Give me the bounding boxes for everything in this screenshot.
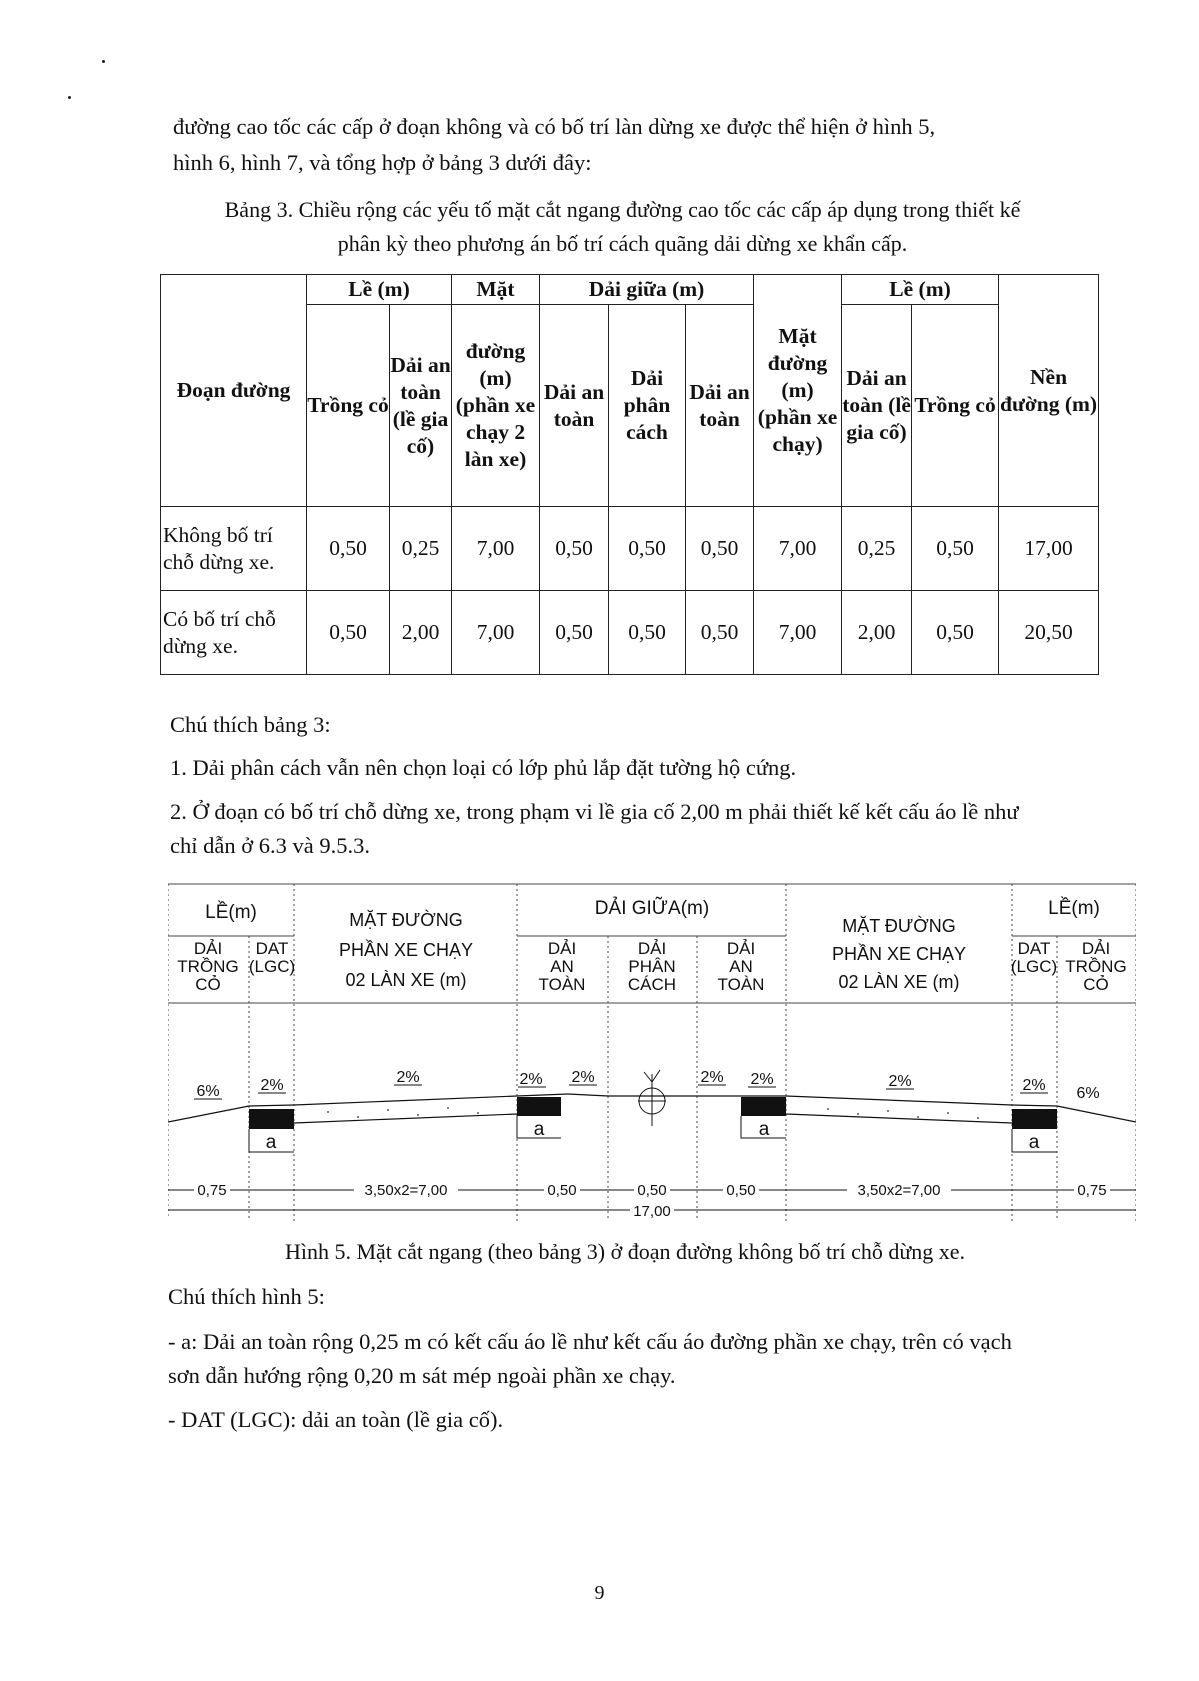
notes5-item-dat: - DAT (LGC): dải an toàn (lề gia cố). bbox=[168, 1407, 504, 1432]
fig-le-left: LỀ(m) bbox=[205, 902, 257, 923]
table-cell: 0,25 bbox=[842, 507, 912, 591]
dim-label: 0,75 bbox=[1077, 1182, 1107, 1199]
slope-label: 2% bbox=[571, 1069, 595, 1086]
fig-dai-an-toan-2-b: AN bbox=[729, 957, 753, 976]
table-cell: 20,50 bbox=[999, 591, 1099, 675]
table-3 bbox=[160, 274, 1099, 675]
fig-mat-duong-right-1: MẶT ĐƯỜNG bbox=[842, 916, 956, 936]
fig-dai-trong-co-left-1: DẢI bbox=[193, 939, 223, 958]
header-mat-duong-right: Mặt đường (m) (phần xe chạy) bbox=[754, 275, 842, 507]
header-mat-duong-left: đường (m) (phần xe chạy 2 làn xe) bbox=[452, 305, 540, 507]
notes5-title: Chú thích hình 5: bbox=[168, 1284, 325, 1309]
slope-label: 2% bbox=[750, 1071, 774, 1088]
header-dai-an-toan-2: Dải an toàn bbox=[686, 305, 754, 507]
slope-label: 2% bbox=[396, 1069, 420, 1086]
header-trong-co-right: Trồng cỏ bbox=[912, 305, 999, 507]
table-cell: 7,00 bbox=[754, 507, 842, 591]
page-number: 9 bbox=[594, 1582, 605, 1604]
slope-label: 6% bbox=[196, 1083, 220, 1100]
table-cell: 2,00 bbox=[390, 591, 452, 675]
header-le-right: Lề (m) bbox=[842, 275, 999, 305]
notes3-item-2-line-1: 2. Ở đoạn có bố trí chỗ dừng xe, trong phạm vi lề gia cố 2,00 m phải thiết kế kết cấu áo lề như bbox=[170, 799, 1019, 824]
fig-dai-an-toan-2-a: DẢI bbox=[726, 939, 756, 958]
notes3-title: Chú thích bảng 3: bbox=[170, 712, 331, 737]
fig-dai-phan-cach-a: DẢI bbox=[637, 939, 667, 958]
marker-a-2: a bbox=[533, 1119, 545, 1140]
fig-dat-left-2: (LGC) bbox=[248, 957, 296, 976]
table-cell: 0,50 bbox=[540, 507, 609, 591]
row-label: Không bố trí chỗ dừng xe. bbox=[161, 507, 307, 591]
fig-dai-an-toan-1-b: AN bbox=[550, 957, 574, 976]
scan-speck bbox=[68, 96, 71, 99]
fig-mat-duong-left-1: MẶT ĐƯỜNG bbox=[349, 910, 463, 930]
slope-label: 2% bbox=[1022, 1077, 1046, 1094]
header-dai-an-toan-le-left: Dải an toàn (lề gia cố) bbox=[390, 305, 452, 507]
figure5-caption: Hình 5. Mặt cắt ngang (theo bảng 3) ở đoạn đường không bố trí chỗ dừng xe. bbox=[284, 1239, 966, 1264]
slope-label: 2% bbox=[260, 1077, 284, 1094]
figure-5-cross-section bbox=[168, 876, 1136, 1226]
header-nen-duong: Nền đường (m) bbox=[999, 275, 1099, 507]
fig-dat-left-1: DAT bbox=[255, 939, 289, 958]
table3-caption-2: phân kỳ theo phương án bố trí cách quãng dải dừng xe khẩn cấp. bbox=[337, 231, 908, 256]
dim-label: 0,50 bbox=[726, 1182, 756, 1199]
intro-line-2: hình 6, hình 7, và tổng hợp ở bảng 3 dưới đây: bbox=[173, 150, 592, 175]
fig-le-right: LỀ(m) bbox=[1048, 898, 1100, 919]
scan-speck bbox=[102, 60, 105, 63]
table-cell: 0,50 bbox=[609, 591, 686, 675]
table-cell: 0,50 bbox=[912, 591, 999, 675]
table-cell: 17,00 bbox=[999, 507, 1099, 591]
dim-label: 0,50 bbox=[547, 1182, 577, 1199]
row-label: Có bố trí chỗ dừng xe. bbox=[161, 591, 307, 675]
fig-dai-phan-cach-b: PHÂN bbox=[628, 957, 676, 976]
dim-label: 0,75 bbox=[197, 1182, 227, 1199]
table-cell: 0,50 bbox=[307, 507, 390, 591]
notes5-item-a-line-1: - a: Dải an toàn rộng 0,25 m có kết cấu áo lề như kết cấu áo đường phần xe chạy, trên có vạch bbox=[168, 1329, 1012, 1354]
dim-label: 3,50x2=7,00 bbox=[857, 1182, 941, 1199]
dim-total: 17,00 bbox=[633, 1203, 671, 1220]
marker-boxes bbox=[249, 1116, 1057, 1152]
fig-dai-an-toan-1-c: TOÀN bbox=[538, 975, 586, 994]
fig-dai-an-toan-1-a: DẢI bbox=[547, 939, 577, 958]
fig-dai-trong-co-right-2: TRỒNG bbox=[1065, 957, 1127, 976]
slope-underlines bbox=[194, 1085, 1048, 1099]
fig-dai-trong-co-right-1: DẢI bbox=[1081, 939, 1111, 958]
fig-dai-phan-cach-c: CÁCH bbox=[627, 975, 677, 994]
fig-dai-trong-co-right-3: CỎ bbox=[1083, 975, 1109, 994]
fig-dai-trong-co-left-3: CỎ bbox=[195, 975, 221, 994]
table-row bbox=[161, 591, 1099, 675]
header-doan-duong: Đoạn đường bbox=[161, 275, 307, 507]
fig-mat-duong-left-3: 02 LÀN XE (m) bbox=[345, 970, 467, 990]
dim-label: 0,50 bbox=[637, 1182, 667, 1199]
table-row bbox=[161, 507, 1099, 591]
median-plant-icon bbox=[638, 1070, 666, 1126]
table-cell: 7,00 bbox=[754, 591, 842, 675]
notes3-item-1: 1. Dải phân cách vẫn nên chọn loại có lớp phủ lắp đặt tường hộ cứng. bbox=[170, 755, 797, 780]
slope-label: 2% bbox=[888, 1073, 912, 1090]
table3-caption-1: Bảng 3. Chiều rộng các yếu tố mặt cắt ngang đường cao tốc các cấp áp dụng trong thiết kế bbox=[224, 197, 1021, 222]
table-cell: 0,50 bbox=[540, 591, 609, 675]
table-cell: 0,50 bbox=[686, 591, 754, 675]
fig-dai-giua: DẢI GIỮA(m) bbox=[594, 898, 710, 919]
header-dai-an-toan-1: Dải an toàn bbox=[540, 305, 609, 507]
slope-label: 2% bbox=[519, 1071, 543, 1088]
table-cell: 0,25 bbox=[390, 507, 452, 591]
table-cell: 0,50 bbox=[912, 507, 999, 591]
table-cell: 2,00 bbox=[842, 591, 912, 675]
table-cell: 0,50 bbox=[686, 507, 754, 591]
table-cell: 0,50 bbox=[307, 591, 390, 675]
header-dai-phan-cach: Dải phân cách bbox=[609, 305, 686, 507]
dim-label: 3,50x2=7,00 bbox=[364, 1182, 448, 1199]
fig-dai-trong-co-left-2: TRỒNG bbox=[177, 957, 239, 976]
header-dai-an-toan-le-right: Dải an toàn (lề gia cố) bbox=[842, 305, 912, 507]
header-trong-co-left: Trồng cỏ bbox=[307, 305, 390, 507]
marker-a-1: a bbox=[265, 1132, 277, 1153]
marker-a-4: a bbox=[1028, 1132, 1040, 1153]
table-cell: 7,00 bbox=[452, 507, 540, 591]
notes3-item-2-line-2: chỉ dẫn ở 6.3 và 9.5.3. bbox=[170, 833, 370, 858]
table-cell: 7,00 bbox=[452, 591, 540, 675]
fig-dat-right-2: (LGC) bbox=[1010, 957, 1058, 976]
header-dai-giua: Dải giữa (m) bbox=[540, 275, 754, 305]
fig-dai-an-toan-2-c: TOÀN bbox=[717, 975, 765, 994]
table-cell: 0,50 bbox=[609, 507, 686, 591]
header-le-left: Lề (m) bbox=[307, 275, 452, 305]
marker-a-3: a bbox=[758, 1119, 770, 1140]
fig-mat-duong-right-3: 02 LÀN XE (m) bbox=[838, 972, 960, 992]
intro-line-1: đường cao tốc các cấp ở đoạn không và có bố trí làn dừng xe được thể hiện ở hình 5, bbox=[173, 114, 936, 139]
slope-label: 6% bbox=[1076, 1085, 1100, 1102]
figure-frame bbox=[168, 884, 1136, 1221]
fig-mat-duong-left-2: PHẦN XE CHẠY bbox=[338, 940, 474, 960]
fig-dat-right-1: DAT bbox=[1017, 939, 1051, 958]
slope-label: 2% bbox=[700, 1069, 724, 1086]
fig-mat-duong-right-2: PHẦN XE CHẠY bbox=[831, 944, 967, 964]
notes5-item-a-line-2: sơn dẫn hướng rộng 0,20 m sát mép ngoài phần xe chạy. bbox=[168, 1363, 676, 1388]
header-mat-duong-left-top: Mặt bbox=[452, 275, 540, 305]
